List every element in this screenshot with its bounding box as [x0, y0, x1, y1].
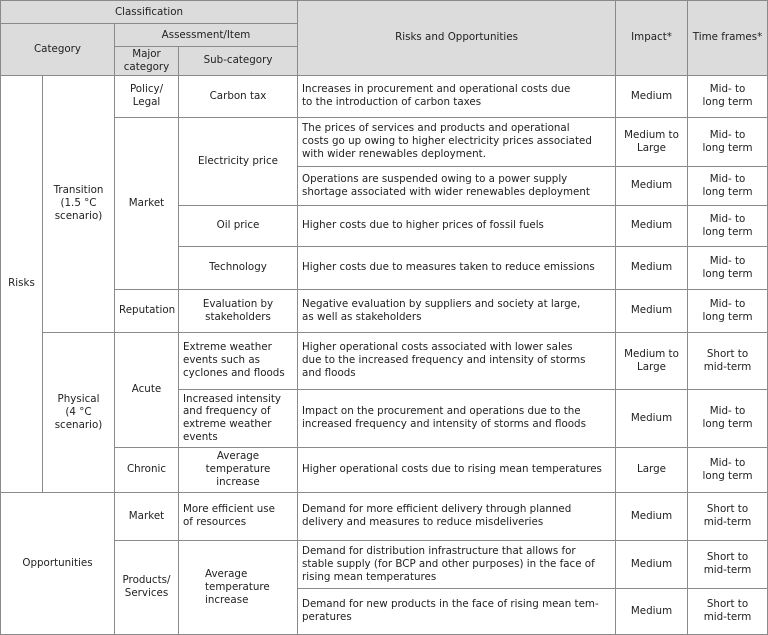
major-category-policy-legal: Policy/ Legal: [115, 75, 179, 117]
time-frame-value: Short to mid-term: [688, 332, 768, 389]
major-category-market-opportunity: Market: [115, 492, 179, 540]
classification-header: Classification: [1, 1, 298, 24]
transition-group-label: Transition (1.5 °C scenario): [43, 75, 115, 332]
sub-category-carbon-tax: Carbon tax: [179, 75, 298, 117]
sub-category-efficient-resources: More efficient use of resources: [179, 492, 298, 540]
major-category-chronic: Chronic: [115, 447, 179, 492]
sub-category-increased-intensity: Increased intensity and frequency of extreme weather events: [179, 389, 298, 447]
risk-description: Higher costs due to measures taken to reduce emissions: [298, 246, 616, 289]
opportunity-description: Demand for distribution infrastructure that allows for stable supply (for BCP and other purposes) in the face of rising mean temperatures: [298, 540, 616, 588]
risk-description: Increases in procurement and operational costs due to the introduction of carbon taxes: [298, 75, 616, 117]
major-category-reputation: Reputation: [115, 289, 179, 332]
time-frame-value: Short to mid-term: [688, 588, 768, 634]
time-frames-header: Time frames*: [688, 1, 768, 76]
risk-description: Negative evaluation by suppliers and society at large, as well as stakeholders: [298, 289, 616, 332]
opportunity-description: Demand for new products in the face of rising mean tem- peratures: [298, 588, 616, 634]
impact-value: Medium: [616, 540, 688, 588]
risks-opportunities-header: Risks and Opportunities: [298, 1, 616, 76]
time-frame-value: Mid- to long term: [688, 117, 768, 166]
impact-value: Medium: [616, 75, 688, 117]
impact-value: Large: [616, 447, 688, 492]
major-category-acute: Acute: [115, 332, 179, 447]
impact-value: Medium to Large: [616, 117, 688, 166]
time-frame-value: Mid- to long term: [688, 205, 768, 246]
major-category-products-services: Products/ Services: [115, 540, 179, 634]
risk-description: Impact on the procurement and operations due to the increased frequency and intensity of storms and floods: [298, 389, 616, 447]
risk-description: The prices of services and products and operational costs go up owing to higher electricity prices associated with wider renewables deployment.: [298, 117, 616, 166]
time-frame-value: Mid- to long term: [688, 246, 768, 289]
opportunity-description: Demand for more efficient delivery through planned delivery and measures to reduce misdeliveries: [298, 492, 616, 540]
impact-value: Medium: [616, 289, 688, 332]
sub-category-header: Sub-category: [179, 47, 298, 76]
sub-category-extreme-weather: Extreme weather events such as cyclones and floods: [179, 332, 298, 389]
impact-value: Medium: [616, 246, 688, 289]
impact-value: Medium: [616, 166, 688, 205]
sub-category-technology: Technology: [179, 246, 298, 289]
impact-value: Medium: [616, 205, 688, 246]
major-category-market: Market: [115, 117, 179, 289]
impact-header: Impact*: [616, 1, 688, 76]
time-frame-value: Short to mid-term: [688, 492, 768, 540]
impact-value: Medium: [616, 492, 688, 540]
impact-value: Medium: [616, 389, 688, 447]
time-frame-value: Mid- to long term: [688, 166, 768, 205]
risks-group-label: Risks: [1, 75, 43, 492]
sub-category-evaluation-by-stakeholders: Evaluation by stakeholders: [179, 289, 298, 332]
risk-description: Higher operational costs due to rising mean temperatures: [298, 447, 616, 492]
time-frame-value: Short to mid-term: [688, 540, 768, 588]
sub-category-average-temperature-increase: Average temperature increase: [179, 447, 298, 492]
category-header: Category: [1, 24, 115, 76]
sub-category-average-temperature-increase: Average temperature increase: [179, 540, 298, 634]
risk-description: Higher operational costs associated with lower sales due to the increased frequency and intensity of storms and floods: [298, 332, 616, 389]
major-category-header: Major category: [115, 47, 179, 76]
risk-description: Higher costs due to higher prices of fossil fuels: [298, 205, 616, 246]
assessment-item-header: Assessment/Item: [115, 24, 298, 47]
sub-category-oil-price: Oil price: [179, 205, 298, 246]
time-frame-value: Mid- to long term: [688, 289, 768, 332]
time-frame-value: Mid- to long term: [688, 389, 768, 447]
physical-group-label: Physical (4 °C scenario): [43, 332, 115, 492]
risk-description: Operations are suspended owing to a power supply shortage associated with wider renewables deployment: [298, 166, 616, 205]
opportunities-group-label: Opportunities: [1, 492, 115, 634]
time-frame-value: Mid- to long term: [688, 75, 768, 117]
impact-value: Medium: [616, 588, 688, 634]
impact-value: Medium to Large: [616, 332, 688, 389]
sub-category-electricity-price: Electricity price: [179, 117, 298, 205]
time-frame-value: Mid- to long term: [688, 447, 768, 492]
